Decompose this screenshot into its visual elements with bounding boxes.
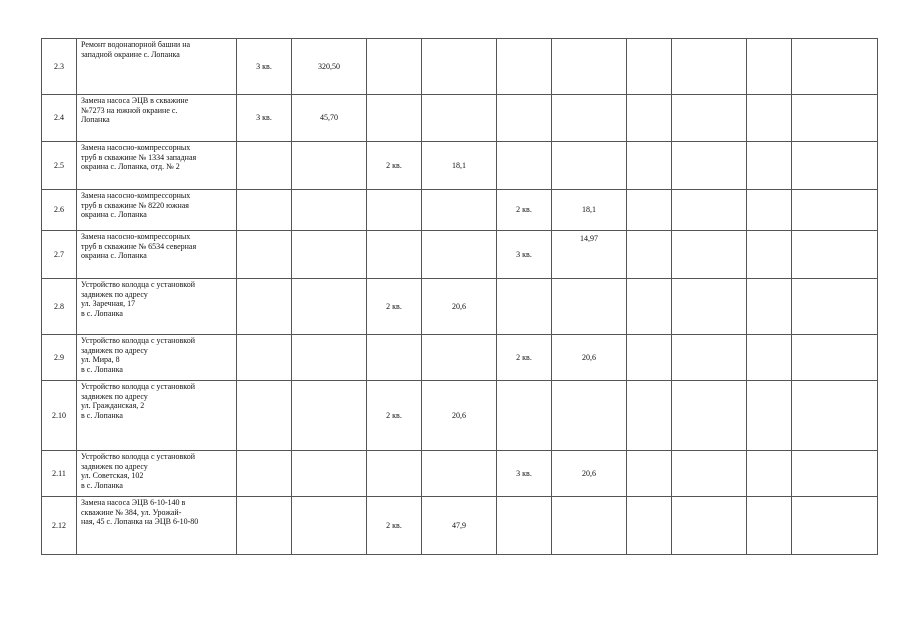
term-cell: 3 кв. — [237, 39, 292, 95]
description-line: задвижек по адресу — [81, 345, 148, 355]
term-cell: 2 кв. — [367, 497, 422, 555]
amount-cell: 47,9 — [422, 497, 497, 555]
amount-cell — [792, 231, 878, 279]
term-cell — [367, 190, 422, 231]
work-description — [77, 279, 237, 335]
term-cell — [237, 231, 292, 279]
term-cell: 2 кв. — [367, 279, 422, 335]
row-number: 2.11 — [42, 451, 77, 497]
row-number: 2.9 — [42, 335, 77, 381]
term-cell — [747, 279, 792, 335]
row-number: 2.6 — [42, 190, 77, 231]
term-cell: 3 кв. — [237, 95, 292, 142]
term-cell: 2 кв. — [367, 142, 422, 190]
row-number: 2.7 — [42, 231, 77, 279]
amount-cell — [422, 451, 497, 497]
row-number: 2.4 — [42, 95, 77, 142]
term-cell — [237, 497, 292, 555]
work-description — [77, 95, 237, 142]
amount-cell — [292, 190, 367, 231]
term-cell — [237, 381, 292, 451]
table-row — [42, 381, 878, 451]
term-cell: 3 кв. — [497, 231, 552, 279]
description-line: в с. Лопанка — [81, 480, 123, 490]
work-description — [77, 451, 237, 497]
term-cell — [627, 451, 672, 497]
term-cell: 2 кв. — [497, 190, 552, 231]
table-row — [42, 497, 878, 555]
amount-cell — [422, 95, 497, 142]
amount-cell — [292, 231, 367, 279]
amount-cell — [552, 142, 627, 190]
term-cell — [497, 39, 552, 95]
term-cell — [627, 335, 672, 381]
amount-cell — [672, 190, 747, 231]
amount-cell — [422, 39, 497, 95]
description-line: труб в скважине № 1334 западная — [81, 152, 197, 162]
description-line: в с. Лопанка — [81, 410, 123, 420]
term-cell — [747, 335, 792, 381]
term-cell — [747, 39, 792, 95]
amount-cell — [422, 335, 497, 381]
amount-cell — [672, 451, 747, 497]
amount-cell — [672, 497, 747, 555]
description-line: задвижек по адресу — [81, 289, 148, 299]
term-cell — [627, 381, 672, 451]
term-cell — [497, 95, 552, 142]
amount-cell — [792, 95, 878, 142]
description-line: труб в скважине № 8220 южная — [81, 200, 189, 210]
description-line: Замена насосно-компрессорных — [81, 191, 191, 200]
description-line: в с. Лопанка — [81, 308, 123, 318]
table-row — [42, 95, 878, 142]
row-number: 2.10 — [42, 381, 77, 451]
amount-cell — [672, 335, 747, 381]
description-line: окраина с. Лопанка — [81, 210, 147, 220]
term-cell — [497, 497, 552, 555]
table-row — [42, 190, 878, 231]
description-line: задвижек по адресу — [81, 461, 148, 471]
amount-cell: 20,6 — [422, 279, 497, 335]
amount-cell — [792, 335, 878, 381]
description-line: задвижек по адресу — [81, 391, 148, 401]
table-row — [42, 335, 878, 381]
description-line: Замена насоса ЭЦВ 6-10-140 в — [81, 498, 186, 507]
amount-cell — [552, 497, 627, 555]
description-line: ул. Советская, 102 — [81, 471, 144, 481]
description-line: Лопанка — [81, 115, 110, 125]
amount-cell — [672, 95, 747, 142]
amount-cell — [792, 190, 878, 231]
work-description — [77, 381, 237, 451]
row-number: 2.3 — [42, 39, 77, 95]
work-description — [77, 497, 237, 555]
amount-cell — [672, 231, 747, 279]
description-line: Устройство колодца с установкой — [81, 382, 196, 391]
work-description — [77, 335, 237, 381]
description-line: ул. Мира, 8 — [81, 355, 120, 365]
amount-cell — [672, 142, 747, 190]
description-line: ная, 45 с. Лопанка на ЭЦВ 6-10-80 — [81, 517, 199, 527]
amount-cell — [552, 381, 627, 451]
term-cell — [367, 231, 422, 279]
description-line: Устройство колодца с установкой — [81, 280, 196, 289]
term-cell — [747, 95, 792, 142]
work-description — [77, 142, 237, 190]
description-line: №7273 на южной окраине с. — [81, 105, 178, 115]
amount-cell — [672, 381, 747, 451]
amount-cell — [292, 279, 367, 335]
term-cell — [497, 279, 552, 335]
amount-cell — [792, 279, 878, 335]
table-body — [42, 39, 878, 555]
table-row — [42, 39, 878, 95]
term-cell — [627, 190, 672, 231]
term-cell: 3 кв. — [497, 451, 552, 497]
term-cell — [627, 231, 672, 279]
amount-cell — [792, 39, 878, 95]
row-number: 2.12 — [42, 497, 77, 555]
amount-cell: 14,97 — [552, 231, 627, 279]
term-cell — [237, 279, 292, 335]
row-number: 2.8 — [42, 279, 77, 335]
amount-cell — [672, 39, 747, 95]
term-cell — [627, 142, 672, 190]
term-cell — [627, 95, 672, 142]
amount-cell — [792, 451, 878, 497]
description-line: окраина с. Лопанка, отд. № 2 — [81, 162, 180, 172]
table-row — [42, 231, 878, 279]
term-cell — [627, 497, 672, 555]
term-cell — [237, 335, 292, 381]
table-row — [42, 451, 878, 497]
works-table — [41, 38, 878, 555]
amount-cell: 18,1 — [422, 142, 497, 190]
amount-cell — [552, 279, 627, 335]
work-description — [77, 39, 237, 95]
row-number: 2.5 — [42, 142, 77, 190]
amount-cell — [292, 497, 367, 555]
table-row — [42, 142, 878, 190]
description-line: скважине № 384, ул. Урожай- — [81, 507, 182, 517]
term-cell — [747, 497, 792, 555]
description-line: Ремонт водонапорной башни на — [81, 40, 191, 49]
term-cell — [497, 142, 552, 190]
term-cell — [367, 39, 422, 95]
term-cell — [367, 451, 422, 497]
amount-cell: 20,6 — [552, 451, 627, 497]
amount-cell — [552, 39, 627, 95]
amount-cell — [292, 335, 367, 381]
term-cell — [237, 451, 292, 497]
description-line: ул. Заречная, 17 — [81, 299, 136, 309]
description-line: Замена насосно-компрессорных — [81, 143, 191, 152]
description-line: окраина с. Лопанка — [81, 251, 147, 261]
description-line: Замена насоса ЭЦВ в скважине — [81, 96, 189, 105]
term-cell — [367, 95, 422, 142]
amount-cell — [792, 497, 878, 555]
term-cell — [747, 190, 792, 231]
amount-cell — [422, 190, 497, 231]
amount-cell — [792, 381, 878, 451]
amount-cell — [552, 95, 627, 142]
description-line: Устройство колодца с установкой — [81, 336, 196, 345]
description-line: Устройство колодца с установкой — [81, 452, 196, 461]
amount-cell — [292, 142, 367, 190]
amount-cell: 320,50 — [292, 39, 367, 95]
description-line: ул. Гражданская, 2 — [81, 401, 145, 411]
term-cell — [627, 39, 672, 95]
amount-cell — [292, 451, 367, 497]
term-cell: 2 кв. — [497, 335, 552, 381]
work-description — [77, 231, 237, 279]
term-cell — [367, 335, 422, 381]
term-cell — [747, 231, 792, 279]
amount-cell — [422, 231, 497, 279]
term-cell — [747, 451, 792, 497]
amount-cell: 20,6 — [422, 381, 497, 451]
amount-cell — [672, 279, 747, 335]
term-cell — [627, 279, 672, 335]
term-cell — [747, 142, 792, 190]
table-row — [42, 279, 878, 335]
amount-cell: 45,70 — [292, 95, 367, 142]
term-cell: 2 кв. — [367, 381, 422, 451]
term-cell — [497, 381, 552, 451]
description-line: западной окраине с. Лопанка — [81, 49, 180, 59]
description-line: труб в скважине № 6534 северная — [81, 241, 197, 251]
amount-cell — [292, 381, 367, 451]
description-line: в с. Лопанка — [81, 364, 123, 374]
term-cell — [237, 190, 292, 231]
work-description — [77, 190, 237, 231]
amount-cell: 20,6 — [552, 335, 627, 381]
term-cell — [747, 381, 792, 451]
amount-cell — [792, 142, 878, 190]
term-cell — [237, 142, 292, 190]
description-line: Замена насосно-компрессорных — [81, 232, 191, 241]
amount-cell: 18,1 — [552, 190, 627, 231]
